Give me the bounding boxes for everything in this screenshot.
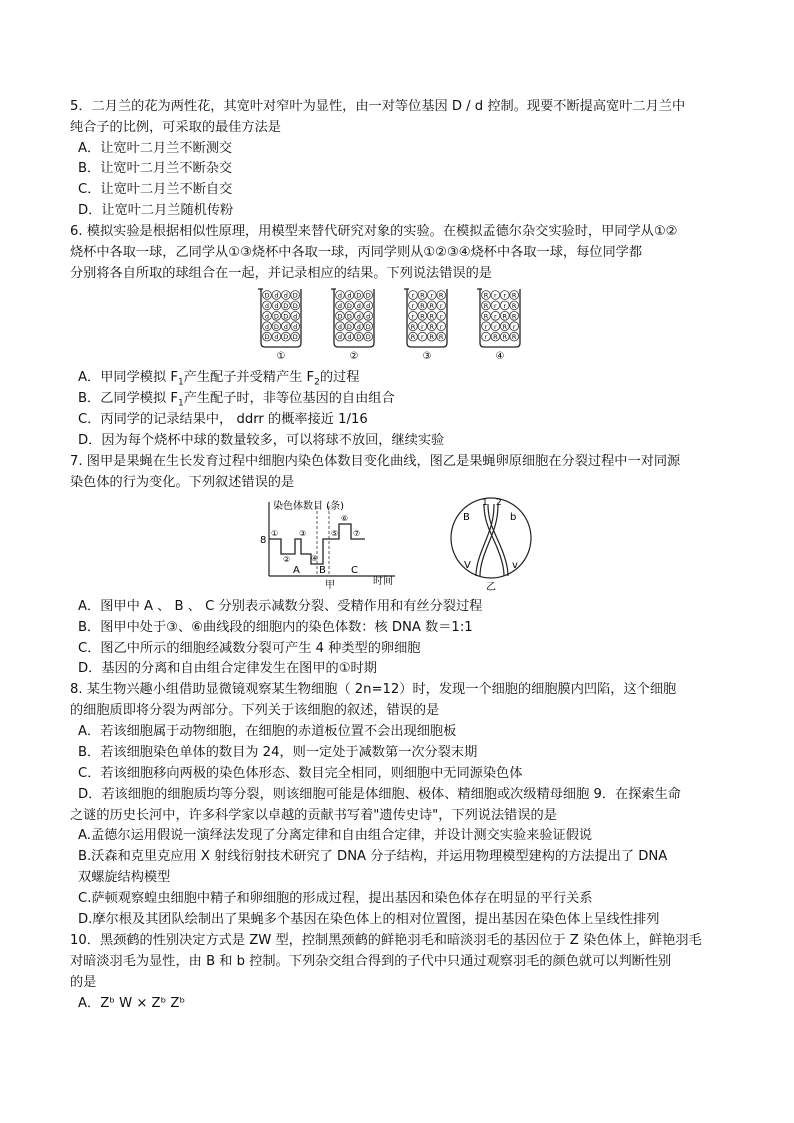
ball-label: d [337, 291, 343, 300]
ball-label: D [356, 291, 362, 300]
ball-label: D [365, 291, 371, 300]
ball-label: R [511, 312, 517, 321]
gene-label-b: b [510, 512, 517, 523]
ball-label: R [420, 312, 425, 321]
q9-option-c: C.萨顿观察蝗虫细胞中精子和卵细胞的形成过程，提出基因和染色体存在明显的平行关系 [78, 891, 593, 906]
q6-stem-line3: 分别将各自所取的球组合在一起，并记录相应的结果。下列说法错误的是 [70, 266, 492, 281]
ball-label: R [493, 333, 498, 342]
beaker-label: ④ [495, 351, 505, 362]
ball-label: R [502, 333, 508, 342]
ball-label: D [365, 333, 371, 342]
ball-label: r [439, 302, 443, 310]
ball-label: D [292, 333, 298, 342]
q5-option-a: A．让宽叶二月兰不断测交 [78, 141, 233, 156]
q8-option-a: A．若该细胞属于动物细胞，在细胞的赤道板位置不会出现细胞板 [78, 724, 457, 739]
ball-label: r [421, 333, 424, 342]
ball-label: d [283, 322, 288, 331]
ball-label: R [429, 322, 435, 331]
q6-option-a [78, 368, 359, 388]
ball-label: r [494, 302, 497, 310]
ball-label: r [411, 291, 415, 300]
ball-label: D [292, 302, 298, 310]
segment-label-1: ① [271, 529, 279, 538]
beaker-1 [258, 289, 301, 362]
ball-label: D [337, 312, 343, 321]
gene-label-B: B [463, 512, 470, 523]
ball-label: d [293, 312, 298, 321]
q9-option-d: D.摩尔根及其团队绘制出了果蝇多个基因在染色体上的相对位置图，提出基因在染色体上呈线性排列 [78, 912, 660, 927]
q7-stem-line2: 染色体的行为变化。下列叙述错误的是 [70, 475, 295, 490]
ball-label: r [411, 302, 415, 310]
q5-option-b: B．让宽叶二月兰不断杂交 [78, 161, 233, 176]
q5-stem-line2: 纯合子的比例，可采取的最佳方法是 [70, 120, 281, 135]
q9-option-a: A.孟德尔运用假说一演绎法发现了分离定律和自由组合定律，并设计测交实验来验证假说 [78, 828, 593, 843]
q10-stem-line1: 10．黑颈鹤的性别决定方式是 ZW 型，控制黑颈鹤的鲜艳羽毛和暗淡羽毛的基因位于 Z 染色体上，鲜艳羽毛 [70, 933, 702, 948]
ball-label: r [439, 322, 443, 331]
ball-label: R [410, 333, 416, 342]
ball-label: R [429, 312, 435, 321]
q7-option-c: C．图乙中所示的细胞经减数分裂可产生 4 种类型的卵细胞 [78, 641, 421, 656]
ball-label: D [283, 312, 289, 321]
q7-option-d: D．基因的分离和自由组合定律发生在图甲的①时期 [78, 661, 377, 676]
ball-label: r [484, 322, 488, 331]
ball-label: r [411, 312, 415, 321]
y-axis-label: 染色体数目 (条) [273, 501, 344, 512]
beaker-label: ① [276, 351, 286, 362]
phase-label-a: A [293, 565, 300, 576]
q5-option-c: C．让宽叶二月兰不断自交 [78, 182, 233, 197]
ball-label: D [356, 333, 362, 342]
ball-label: d [274, 302, 279, 310]
beaker-2 [331, 289, 374, 362]
ball-label: D [346, 322, 352, 331]
ball-label: d [264, 312, 270, 321]
q6-stem-line1: 6. 模拟实验是根据相似性原理，用模型来替代研究对象的实验。在模拟孟德尔杂交实验时，甲同学从①② [70, 224, 678, 239]
q6-option-a-sub1: 1 [177, 377, 184, 388]
q10-stem-line2: 对暗淡羽毛为显性，由 B 和 b 控制。下列杂交组合得到的子代中只通过观察羽毛的颜色就可以判断性别 [70, 954, 672, 969]
ball-label: r [503, 291, 507, 300]
ball-label: R [420, 302, 425, 310]
ball-label: r [512, 322, 516, 331]
ball-label: d [366, 312, 371, 321]
ball-label: R [438, 291, 444, 300]
ball-label: r [430, 291, 434, 300]
ball-label: d [274, 333, 279, 342]
q6-option-a-text3: 的过程 [319, 370, 360, 385]
ball-label: D [365, 322, 371, 331]
segment-label-5: ⑤ [331, 529, 339, 538]
q6-option-c: C．丙同学的记录结果中， ddrr 的概率接近 1/16 [78, 412, 368, 427]
ball-label: d [347, 333, 352, 342]
figure-caption-yi: 乙 [486, 582, 496, 592]
beaker-label: ② [349, 351, 359, 362]
ball-label: D [273, 312, 279, 321]
ball-label: D [283, 333, 289, 342]
ball-label: D [346, 312, 352, 321]
strand-label-2: 2 [496, 498, 502, 508]
x-axis-label: 时间 [373, 576, 393, 587]
q6-option-b-text2: 产生配子时，非等位基因的自由组合 [183, 391, 395, 406]
ball-label: R [429, 333, 435, 342]
ball-label: d [356, 302, 361, 310]
q6-option-a-text2: 产生配子并受精产生 F [183, 370, 315, 385]
ball-label: R [410, 322, 416, 331]
ball-label: D [273, 322, 279, 331]
ball-label: R [511, 302, 517, 310]
q7-stem-line1: 7. 图甲是果蝇在生长发育过程中细胞内染色体数目变化曲线，图乙是果蝇卵原细胞在分裂过程中一对同源 [70, 454, 681, 469]
ball-label: d [337, 322, 343, 331]
ball-label: D [264, 291, 270, 300]
ball-label: R [483, 302, 489, 310]
phase-label-c: C [351, 565, 358, 576]
ball-label: d [356, 312, 361, 321]
ball-label: d [337, 333, 343, 342]
q8-option-b: B．若该细胞染色单体的数目为 24，则一定处于减数第一次分裂末期 [78, 745, 478, 760]
ball-label: d [347, 291, 352, 300]
chromosome-strand-2 [488, 504, 508, 576]
q6-option-a-sub2: 2 [314, 377, 320, 388]
ball-label: d [293, 322, 298, 331]
chromosome-strand-1 [484, 504, 504, 576]
q8-option-d: D．若该细胞的细胞质均等分裂，则该细胞可能是体细胞、极体、精细胞或次级精母细胞 9．在探索生命 [78, 787, 681, 802]
ball-label: D [283, 302, 289, 310]
ball-label: r [503, 302, 507, 310]
beaker-3 [404, 289, 447, 362]
ball-label: d [283, 291, 288, 300]
ball-label: R [420, 291, 425, 300]
gene-label-V: V [464, 560, 471, 571]
q8-stem-line2: 的细胞质即将分裂为两部分。下列关于该细胞的叙述，错误的是 [70, 703, 440, 718]
ball-label: D [264, 333, 270, 342]
ball-label: R [483, 312, 489, 321]
beakers-figure [255, 285, 545, 363]
ball-label: d [356, 322, 361, 331]
strand-label-1: 1 [482, 498, 488, 508]
q8-stem-line1: 8. 某生物兴趣小组借助显微镜观察某生物细胞（ 2n=12）时，发现一个细胞的细胞膜内凹陷，这个细胞 [70, 682, 677, 697]
q6-option-b [78, 389, 395, 409]
q7-option-a: A．图甲中 A 、 B 、 C 分别表示减数分裂、受精作用和有丝分裂过程 [78, 599, 483, 614]
q5-option-d: D．让宽叶二月兰随机传粉 [78, 203, 234, 218]
segment-label-4: ④ [311, 554, 319, 563]
q9-stem: 之谜的历史长河中，许多科学家以卓越的贡献书写着"遗传史诗"，下列说法错误的是 [70, 808, 557, 823]
q6-option-b-sub1: 1 [177, 398, 184, 409]
ball-label: d [264, 302, 270, 310]
ball-label: d [366, 302, 371, 310]
q5-stem-line1: 5．二月兰的花为两性花，其宽叶对窄叶为显性，由一对等位基因 D / d 控制。现要不断提高宽叶二月兰中 [70, 99, 686, 114]
ball-label: R [511, 333, 517, 342]
phase-label-b: B [319, 565, 326, 576]
chart-caption: 甲 [325, 580, 335, 590]
segment-label-3: ③ [299, 529, 307, 538]
q9-option-b-cont: 双螺旋结构模型 [78, 870, 171, 885]
ball-label: R [502, 322, 508, 331]
ball-label: r [494, 322, 497, 331]
q6-stem-line2: 烧杯中各取一球，乙同学从①③烧杯中各取一球，丙同学则从①②③④烧杯中各取一球，每位同学都 [70, 245, 643, 260]
ball-label: R [438, 333, 444, 342]
segment-label-6: ⑥ [341, 514, 349, 523]
segment-label-7: ⑦ [353, 529, 361, 538]
ball-label: r [494, 312, 497, 321]
beaker-4 [477, 289, 520, 362]
gene-label-v: v [512, 560, 518, 571]
ball-label: d [274, 291, 279, 300]
homologous-chromosomes-figure [448, 494, 534, 592]
ball-label: R [429, 302, 435, 310]
ball-label: R [483, 291, 489, 300]
q10-option-a: A．Zᵇ W × Zᵇ Zᵇ [78, 996, 186, 1011]
ball-label: D [292, 291, 298, 300]
q6-option-a-text1: A．甲同学模拟 F [78, 370, 178, 385]
q8-option-c: C．若该细胞移向两极的染色体形态、数目完全相同，则细胞中无同源染色体 [78, 766, 523, 781]
q7-option-b: B．图甲中处于③、⑥曲线段的细胞内的染色体数：核 DNA 数＝1:1 [78, 620, 473, 635]
y-tick-label: 8 [260, 535, 267, 546]
ball-label: R [511, 291, 517, 300]
beaker-label: ③ [422, 351, 432, 362]
ball-label: r [439, 312, 443, 321]
ball-label: d [337, 302, 343, 310]
segment-label-2: ② [283, 555, 291, 564]
ball-label: r [494, 291, 497, 300]
ball-label: R [502, 312, 508, 321]
ball-label: D [346, 302, 352, 310]
ball-label: r [421, 322, 424, 331]
q9-option-b: B.沃森和克里克应用 X 射线衍射技术研究了 DNA 分子结构，并运用物理模型建构的方法提出了 DNA [78, 849, 668, 864]
q10-stem-line3: 的是 [70, 975, 97, 990]
q6-option-b-text1: B．乙同学模拟 F [78, 391, 178, 406]
ball-label: d [264, 322, 270, 331]
ball-label: r [484, 333, 488, 342]
chromosome-number-chart [255, 496, 415, 590]
q6-option-d: D．因为每个烧杯中球的数量较多，可以将球不放回，继续实验 [78, 433, 445, 448]
